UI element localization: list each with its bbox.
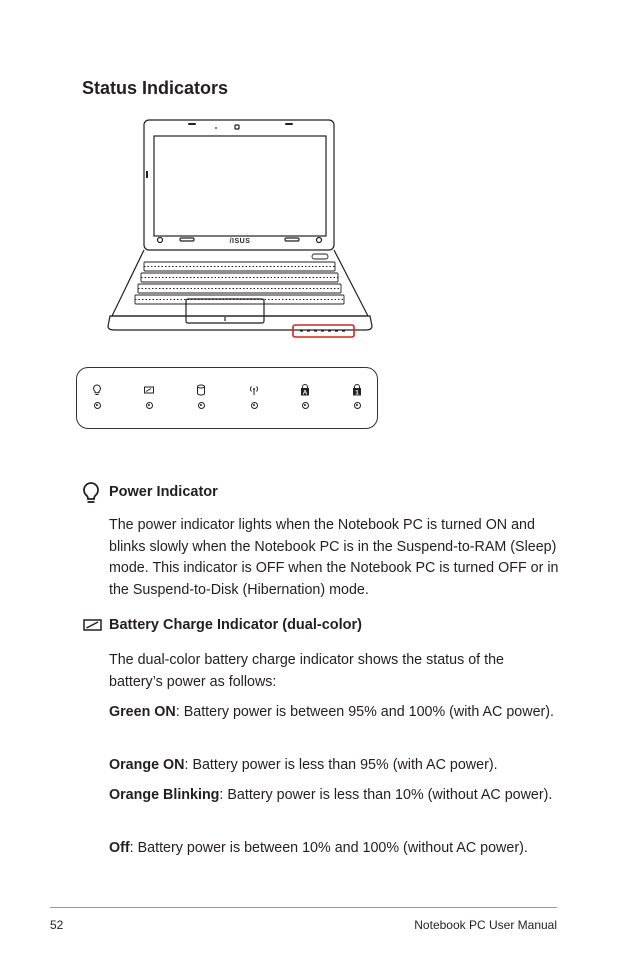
numlock-indicator [350, 384, 364, 409]
battery-icon [143, 384, 155, 396]
numlock-icon [352, 384, 362, 396]
battery-charge-icon [82, 617, 104, 633]
capslock-icon [300, 384, 310, 396]
power-indicator [90, 384, 104, 409]
footer-divider [50, 907, 557, 908]
svg-text:A: A [302, 389, 308, 396]
manual-title: Notebook PC User Manual [414, 918, 557, 932]
svg-text:1: 1 [355, 389, 359, 396]
drive-icon [196, 384, 206, 396]
battery-charge-heading: Battery Charge Indicator (dual-color) [109, 617, 362, 633]
power-indicator-description: The power indicator lights when the Notebook PC is turned ON and blinks slowly when the Notebook PC is in the Suspend-to-RAM (Sleep) mode. This indicator is OFF when the Notebook PC is turned OFF or in the Suspend-to-Disk (Hibernation) mode. [109, 517, 559, 598]
state-green-on: Green ON: Battery power is between 95% and 100% (with AC power). [109, 704, 555, 720]
laptop-illustration [100, 116, 380, 346]
keyboard [135, 254, 344, 304]
power-icon [92, 384, 102, 396]
battery-indicator [142, 384, 156, 409]
state-off: Off: Battery power is between 10% and 100% (without AC power). [109, 840, 528, 856]
drive-indicator [194, 384, 208, 409]
wireless-indicator [247, 384, 261, 409]
page-title: Status Indicators [82, 78, 229, 98]
lightbulb-icon [82, 481, 100, 505]
capslock-indicator [298, 384, 312, 409]
power-indicator-heading: Power Indicator [109, 484, 218, 500]
battery-intro: The dual-color battery charge indicator shows the status of the battery’s power as follows: [109, 652, 504, 690]
laptop-brand-logo: /ISUS [229, 238, 251, 245]
state-orange-on: Orange ON: Battery power is less than 95% (with AC power). [109, 757, 498, 773]
wireless-icon [248, 384, 260, 396]
state-orange-blinking: Orange Blinking: Battery power is less than 10% (without AC power). [109, 787, 553, 803]
indicator-panel [76, 367, 378, 429]
page-number: 52 [50, 918, 64, 932]
